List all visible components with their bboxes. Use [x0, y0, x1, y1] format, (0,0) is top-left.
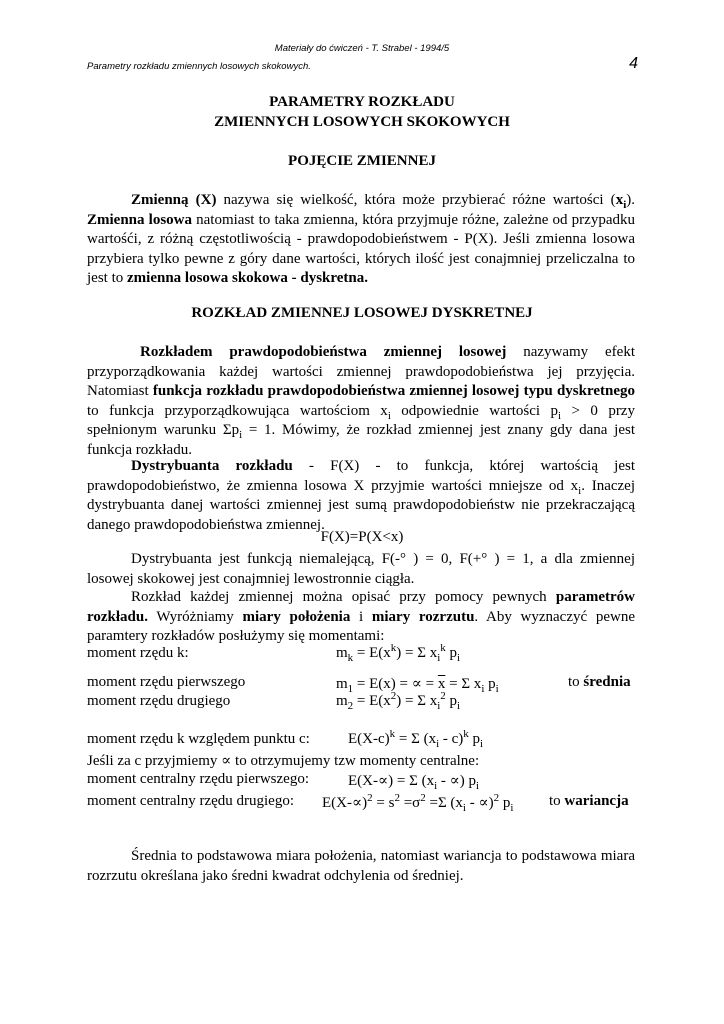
- section-heading-rozklad: ROZKŁAD ZMIENNEJ LOSOWEJ DYSKRETNEJ: [191, 305, 533, 321]
- term-zmienna-losowa: Zmienna losowa: [87, 211, 192, 228]
- term-skokowa: zmienna losowa skokowa - dyskretna.: [127, 270, 369, 286]
- paragraph-closing: Średnia to podstawowa miara położenia, natomiast wariancja to podstawowa miara rozrzutu określana jako średni kwadrat odchylenia od średniej.: [87, 848, 635, 884]
- moment-wzgledem-c-label: moment rzędu k względem punktu c:: [87, 731, 310, 747]
- superscript: 2: [394, 792, 400, 804]
- text: nazywamy efekt przyporządkowania każdej wartości zmiennej prawdopodobieństwa jej przyjęcia. Natomiast: [87, 344, 635, 399]
- paragraph-parametry: [87, 588, 635, 647]
- title-line-2: ZMIENNYCH LOSOWYCH SKOKOWYCH: [214, 114, 510, 130]
- text: i: [350, 608, 372, 625]
- subscript: i: [437, 700, 441, 712]
- text: =σ: [399, 795, 421, 811]
- superscript: 2: [367, 792, 373, 804]
- moment-k-label: moment rzędu k:: [87, 645, 189, 661]
- term-rozklad-prawdopodobienstwa: Rozkładem prawdopodobieństwa zmiennej losowej: [140, 344, 507, 360]
- mean-x: $\overline{x}$: [437, 676, 446, 692]
- text: - c): [439, 731, 464, 747]
- text: = Σ (x: [395, 731, 437, 747]
- paragraph-definition: [87, 191, 635, 289]
- text: - F(X) - to funkcja, której wartością jest prawdopodobieństwo, że zmienna losowa X przyjmie wartości mniejsze od x: [87, 458, 635, 494]
- text: p: [484, 676, 496, 692]
- moment-centralny-pierwszy-label: moment centralny rzędu pierwszego:: [87, 771, 309, 787]
- text: m: [336, 645, 348, 661]
- term-dystrybuanta: Dystrybuanta rozkładu: [131, 458, 293, 474]
- subscript: i: [481, 683, 485, 695]
- moment-centralny-drugi-formula: [322, 793, 513, 812]
- term-parametry: parametrów rozkładu.: [87, 589, 635, 625]
- subscript: i: [457, 652, 461, 664]
- term-wariancja: wariancja: [564, 793, 629, 809]
- moment-wzgledem-c-formula: [348, 728, 484, 750]
- superscript: k: [440, 642, 446, 654]
- subscript: i: [480, 738, 484, 750]
- text: =Σ (x: [425, 795, 463, 811]
- text: p: [445, 645, 458, 661]
- superscript: k: [390, 642, 397, 654]
- text: > 0 przy spełnionym warunku Σp: [87, 402, 635, 438]
- text: m: [336, 676, 348, 692]
- subscript: i: [436, 738, 440, 750]
- text: Rozkład każdej zmiennej można opisać przy pomocy pewnych: [131, 589, 556, 605]
- paragraph-dystrybuanta: [87, 457, 635, 535]
- subscript: i: [623, 199, 627, 211]
- paragraph-niemalejaca: Dystrybuanta jest funkcją niemalejącą, F(-° ) = 0, F(+° ) = 1, a dla zmiennej losowej skokowej jest conajmniej lewostronnie ciągła.: [87, 551, 635, 587]
- section-heading-pojecie: POJĘCIE ZMIENNEJ: [288, 153, 436, 169]
- text: = E(x) = ∝ =: [353, 676, 438, 692]
- text: p: [445, 693, 458, 709]
- text: = E(x: [353, 693, 391, 709]
- text: to funkcja przyporządkowująca wartościom x: [87, 402, 388, 419]
- subscript: i: [457, 700, 461, 712]
- text: = E(x: [353, 645, 391, 661]
- term-zmienna: Zmienną (X): [131, 192, 217, 208]
- superscript: 2: [493, 792, 500, 804]
- text: E(X-∝): [322, 795, 368, 811]
- subscript: i: [557, 409, 562, 422]
- term-srednia: średnia: [583, 674, 631, 690]
- text: m: [336, 693, 348, 709]
- text: E(X-c): [348, 731, 390, 747]
- superscript: k: [463, 728, 469, 740]
- text: nazywa się wielkość, która może przybierać różne wartości (: [216, 192, 616, 208]
- text: x: [615, 192, 624, 208]
- subscript: i: [495, 683, 499, 695]
- paragraph-rozklad: [87, 343, 635, 460]
- term-miary-rozrzutu: miary rozrzutu: [371, 608, 475, 625]
- moment-centralny-drugi-label: moment centralny rzędu drugiego:: [87, 793, 295, 809]
- term-xi: [615, 192, 627, 211]
- formula-dystrybuanta: F(X)=P(X<x): [320, 529, 404, 545]
- text: E(X-∝) = Σ (x: [348, 773, 435, 789]
- moment-centralny-pierwszy-formula: [348, 771, 479, 790]
- moment-centralny-drugi-note: [549, 793, 629, 810]
- term-miary-polozenia: miary położenia: [242, 608, 351, 625]
- text: . Aby wyznaczyć pewne paramtery rozkładów posłużymy się momentami:: [87, 608, 635, 644]
- momenty-centralne-intro: Jeśli za c przyjmiemy ∝ to otrzymujemy tzw momenty centralne:: [87, 753, 480, 769]
- moment-drugi-label: moment rzędu drugiego: [87, 693, 231, 709]
- text: - ∝) p: [437, 773, 477, 789]
- subscript: 2: [347, 700, 354, 712]
- text: Wyróżniamy: [148, 608, 243, 625]
- subscript: i: [437, 652, 441, 664]
- subscript: k: [347, 652, 354, 664]
- superscript: 2: [420, 792, 426, 804]
- page-number: 4: [629, 55, 638, 72]
- text: ) = Σ x: [396, 645, 438, 661]
- header-source: Materiały do ćwiczeń - T. Strabel - 1994/5: [274, 43, 450, 54]
- subscript: i: [476, 780, 480, 792]
- text: = s: [372, 795, 395, 811]
- text: ).: [626, 192, 635, 208]
- text: p: [499, 795, 511, 811]
- text: = Σ x: [445, 676, 482, 692]
- moment-pierwszy-label: moment rzędu pierwszego: [87, 674, 246, 690]
- subscript: i: [578, 484, 582, 497]
- subscript: i: [387, 409, 391, 422]
- text: odpowiednie wartości p: [390, 402, 558, 419]
- text: to: [549, 793, 565, 809]
- text: natomiast to taka zmienna, która przyjmuje różne, zależne od przypadku wartośći, z różną częstotliwością - prawdopodobieństwem - P(X). Jeśli zmienna losowa przybiera tylko pewne z góry dane wartości, których ilość jest conajmniej przeliczalna to jest to: [87, 211, 635, 286]
- text: to: [568, 674, 584, 690]
- subscript: 1: [347, 683, 354, 695]
- superscript: 2: [440, 690, 446, 702]
- term-funkcja-rozkladu: funkcja rozkładu prawdopodobieństwa zmiennej losowej typu dyskretnego: [152, 383, 636, 399]
- text: . Inaczej dystrybuanta danej wartości zmiennej jest sumą prawdopodobieństw nie przekraczającą danego prawdopodobieństwa zmiennej.: [87, 477, 635, 533]
- superscript: k: [389, 728, 396, 740]
- moment-drugi-formula: [336, 690, 461, 712]
- text: = 1. Mówimy, że rozkład zmiennej jest znany gdy dana jest funkcja rozkładu.: [87, 422, 635, 458]
- title-line-1: PARAMETRY ROZKŁADU: [269, 94, 455, 110]
- text: ) = Σ x: [396, 693, 438, 709]
- superscript: 2: [390, 690, 397, 702]
- subscript: i: [462, 802, 466, 814]
- moment-pierwszy-note: [568, 674, 631, 691]
- subscript: i: [239, 429, 243, 441]
- subscript: i: [510, 802, 514, 814]
- text: p: [468, 731, 481, 747]
- text: - ∝): [465, 795, 494, 811]
- moment-k-formula: [336, 642, 461, 664]
- moment-pierwszy-formula: [336, 674, 499, 693]
- subscript: i: [434, 780, 438, 792]
- header-subject: Parametry rozkładu zmiennych losowych skokowych.: [87, 61, 311, 72]
